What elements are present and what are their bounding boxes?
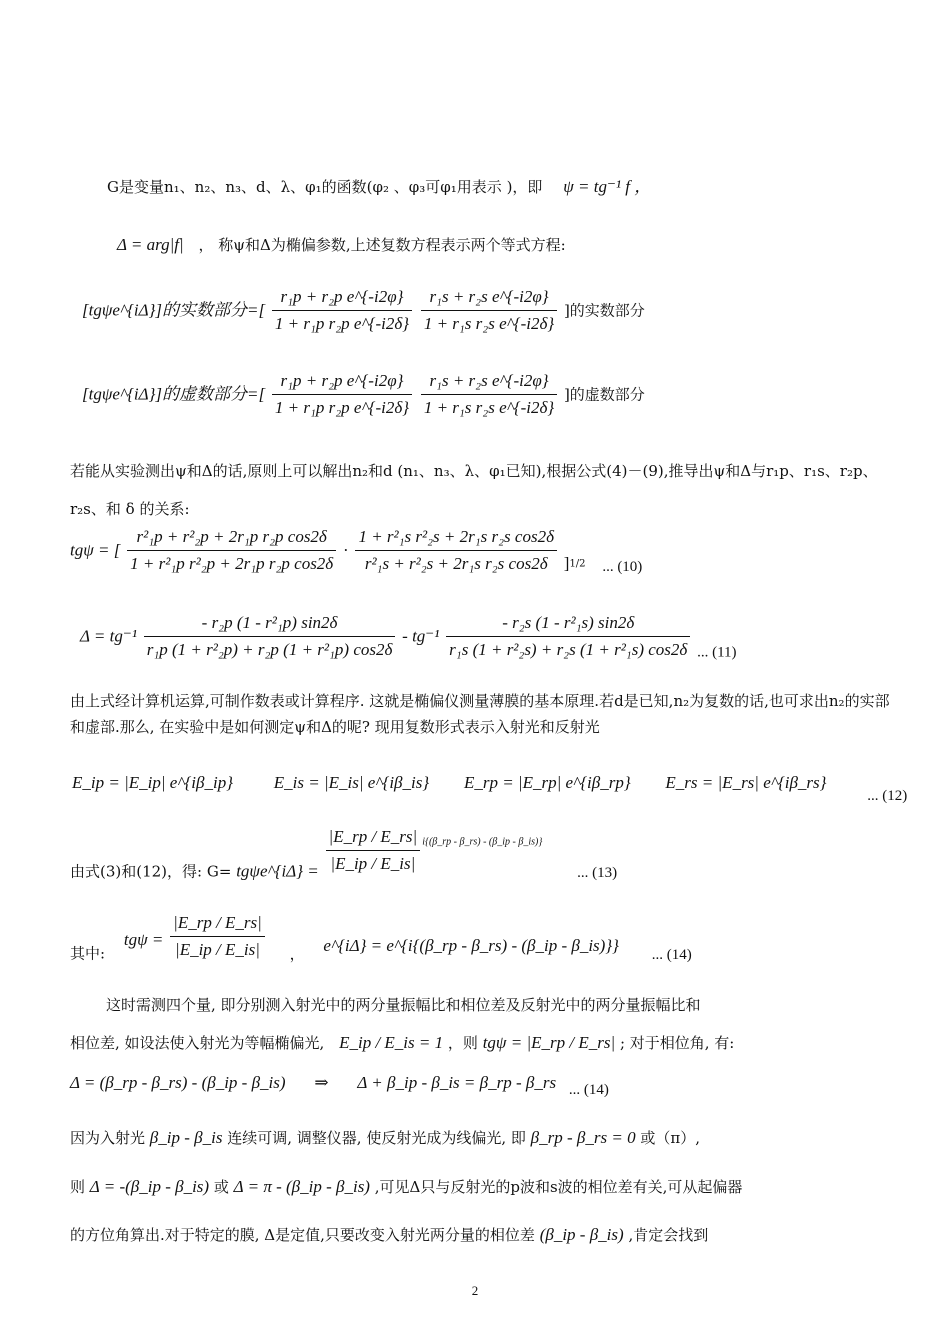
real-lhs: [tgψe^{iΔ}]的实数部分=[ (82, 300, 266, 320)
eq10-dot: · (343, 540, 349, 560)
para6-text1: 因为入射光 (70, 1129, 146, 1147)
eq10-f2-den: r²₁s + r²₂s + 2r₁s r₂s cos2δ (364, 554, 548, 573)
para5b-math2: tgψ = |E_rp / E_rs| (482, 1033, 616, 1052)
para8-text1: 的方位角算出.对于特定的膜, Δ是定值,只要改变入射光两分量的相位差 (70, 1226, 535, 1244)
eq14b-number: ... (14) (568, 1082, 609, 1098)
eq13-num: |E_rp / E_rs| (326, 826, 421, 851)
eq11-f1-num: - r₂p (1 - r²₁p) sin2δ (144, 612, 396, 637)
eq11-f2-num: - r₂s (1 - r²₁s) sin2δ (446, 612, 690, 637)
psi-definition: ψ = tg⁻¹ f ， (563, 177, 652, 196)
fraction-s-den: 1 + r₁s r₂s e^{-i2δ} (423, 314, 555, 333)
fraction-p (272, 286, 412, 335)
eq13-den: |E_ip / E_is| (330, 854, 416, 873)
para1-text: G是变量n₁、n₂、n₃、d、λ、φ₁的函数(φ₂ 、φ₃可φ₁用表示 )，即 (107, 178, 543, 196)
eq11-f1-den: r₁p (1 + r²₂p) + r₂p (1 + r²₁p) cos2δ (146, 640, 393, 659)
eq14b-right: Δ + β_ip - β_is = β_rp - β_rs (357, 1073, 557, 1092)
para7-math1: Δ = -(β_ip - β_is) (89, 1177, 210, 1196)
eq13-fraction (326, 826, 421, 875)
eq10-close: ] (563, 553, 570, 573)
eq10-exponent: 1/2 (569, 558, 586, 570)
para-g-function (107, 176, 651, 198)
fraction-s-imag-den: 1 + r₁s r₂s e^{-i2δ} (423, 398, 555, 417)
equation-14 (70, 912, 692, 966)
para7-text1: 则 (70, 1178, 86, 1196)
eq10-fraction-2 (355, 526, 557, 575)
real-rhs: ]的实数部分 (563, 301, 645, 320)
equation-10 (70, 526, 642, 578)
eq14-fraction (170, 912, 265, 961)
para5b-text2: ，则 (447, 1034, 478, 1052)
equation-12 (72, 772, 907, 807)
eq11-mid: - tg⁻¹ (402, 626, 440, 646)
equation-13 (70, 826, 617, 884)
para7-text2: 或 (213, 1178, 229, 1196)
eq10-lhs: tgψ = [ (70, 540, 121, 560)
eq11-fraction-1 (144, 612, 396, 661)
equation-14-phase (70, 1072, 609, 1101)
eq11-number: ... (11) (697, 644, 737, 661)
equation-imag-part (82, 370, 645, 419)
para-delta-def (117, 234, 566, 256)
eq14-lhs: tgψ = (123, 929, 164, 949)
eq11-f2-den: r₁s (1 + r²₂s) + r₂s (1 + r²₁s) cos2δ (449, 640, 688, 659)
fraction-p-den: 1 + r₁p r₂p e^{-i2δ} (274, 314, 410, 333)
eq11-lhs: Δ = tg⁻¹ (80, 626, 137, 646)
fraction-s-imag-num: r₁s + r₂s e^{-i2φ} (421, 370, 557, 395)
eq14-num: |E_rp / E_rs| (170, 912, 265, 937)
eq12-number: ... (12) (867, 788, 908, 804)
fraction-s-imag (421, 370, 557, 419)
eq14-text: 其中: (70, 944, 106, 963)
eq14-exp-formula: e^{iΔ} = e^{i{(β_rp - β_rs) - (β_ip - β_is)}} (323, 935, 619, 955)
eq12-ers: E_rs = |E_rs| e^{iβ_rs} (665, 773, 827, 792)
eq10-f1-num: r²₁p + r²₂p + 2r₁p r₂p cos2δ (127, 526, 336, 551)
equation-11 (80, 612, 737, 664)
imag-rhs: ]的虚数部分 (563, 385, 645, 404)
eq10-f2-num: 1 + r²₁s r²₂s + 2r₁s r₂s cos2δ (355, 526, 557, 551)
para8-text2: ,肯定会找到 (628, 1226, 709, 1244)
eq10-f1-den: 1 + r²₁p r²₂p + 2r₁p r₂p cos2δ (130, 554, 334, 573)
eq14-separator: ， (289, 944, 305, 963)
para6-math1: β_ip - β_is (149, 1128, 223, 1147)
eq12-eis: E_is = |E_is| e^{iβ_is} (273, 773, 430, 792)
imag-lhs: [tgψe^{iΔ}]的虚数部分=[ (82, 384, 266, 404)
eq13-exponent: i{(β_rp - β_rs) - (β_ip - β_is)} (422, 836, 543, 848)
para6-text2: 连续可调, 调整仪器, 使反射光成为线偏光, 即 (227, 1129, 526, 1147)
eq14-den: |E_ip / E_is| (175, 940, 260, 959)
para-four-quantities: 这时需测四个量, 即分别测入射光中的两分量振幅比和相位差及反射光中的两分量振幅比和 (106, 996, 701, 1014)
para6-math2: β_rp - β_rs = 0 (530, 1128, 636, 1147)
equation-real-part (82, 286, 645, 335)
para2-text: ， 称ψ和Δ为椭偏参数,上述复数方程表示两个等式方程: (198, 236, 566, 254)
eq12-erp: E_rp = |E_rp| e^{iβ_rp} (463, 773, 631, 792)
eq14-number: ... (14) (651, 946, 692, 963)
eq10-fraction-1 (127, 526, 336, 575)
fraction-s (421, 286, 557, 335)
fraction-p-imag-num: r₁p + r₂p e^{-i2φ} (272, 370, 412, 395)
eq12-eip: E_ip = |E_ip| e^{iβ_ip} (72, 773, 234, 792)
para5b-text1: 相位差, 如设法使入射光为等幅椭偏光, (70, 1034, 325, 1052)
eq10-number: ... (10) (602, 558, 643, 575)
para5b-math1: E_ip / E_is = 1 (339, 1033, 444, 1052)
fraction-p-imag (272, 370, 412, 419)
eq13-mid: tgψe^{iΔ} = (236, 861, 319, 881)
para5b-text3: ; 对于相位角, 有: (619, 1034, 735, 1052)
para-solve-relations: 若能从实验测出ψ和Δ的话,原则上可以解出n₂和d (n₁、n₃、λ、φ₁已知),根据公式(4)－(9),推导出ψ和Δ与r₁p、r₁s、r₂p、r₂s、和 δ 的关系: (70, 462, 878, 518)
fraction-p-imag-den: 1 + r₁p r₂p e^{-i2δ} (274, 398, 410, 417)
para7-math2: Δ = π - (β_ip - β_is) (233, 1177, 370, 1196)
para6-text3: 或（π）, (640, 1129, 700, 1147)
para-continuous-adjust (70, 1127, 700, 1149)
page-number: 2 (471, 1283, 479, 1298)
para7-text3: ,可见Δ只与反射光的p波和s波的相位差有关,可从起偏器 (374, 1178, 743, 1196)
eq11-fraction-2 (446, 612, 690, 661)
eq14b-left: Δ = (β_rp - β_rs) - (β_ip - β_is) (70, 1073, 286, 1092)
delta-arg-formula: Δ = arg|f| (117, 235, 184, 254)
fraction-p-num: r₁p + r₂p e^{-i2φ} (272, 286, 412, 311)
eq14b-arrow: ⇒ (314, 1073, 329, 1092)
fraction-s-num: r₁s + r₂s e^{-i2φ} (421, 286, 557, 311)
para-delta-phase (70, 1176, 742, 1198)
eq13-number: ... (13) (577, 864, 618, 881)
para8-math1: (β_ip - β_is) (539, 1225, 624, 1244)
eq13-text: 由式(3)和(12)，得: G= (70, 862, 232, 881)
para-computation: 由上式经计算机运算,可制作数表或计算程序. 这就是椭偏仪测量薄膜的基本原理.若d是已知,n₂为复数的话,也可求出n₂的实部和虚部.那么, 在实验中是如何测定ψ和Δ的呢? 现用复数形式表示入射光和反射光 (70, 692, 890, 736)
para-equal-amplitude (70, 1032, 734, 1054)
para-specific-film (70, 1224, 708, 1246)
